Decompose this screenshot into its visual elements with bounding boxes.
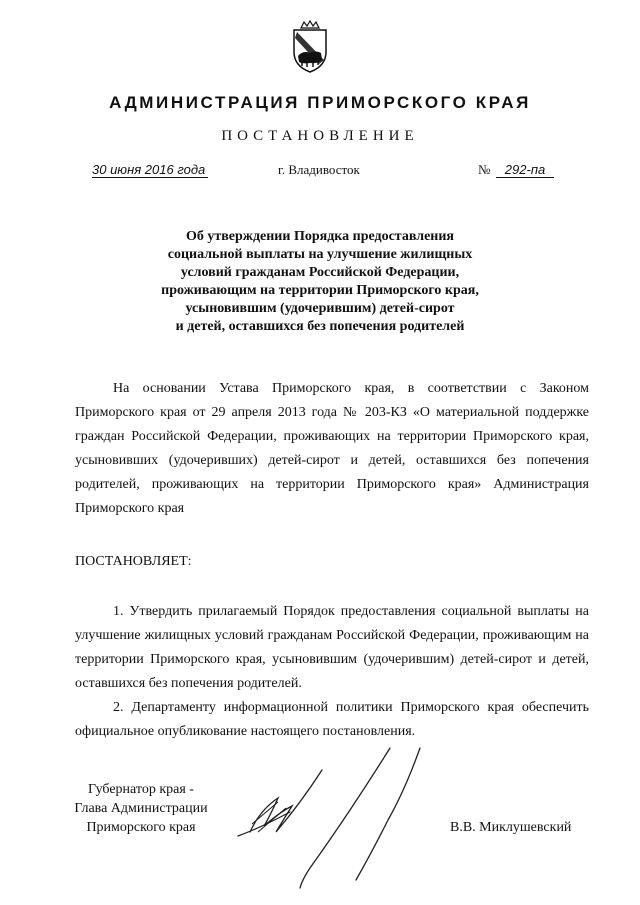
signatory-position (62, 780, 220, 837)
title-line: социальной выплаты на улучшение жилищных (167, 247, 473, 262)
coat-of-arms-icon (289, 20, 331, 74)
handwritten-signature (230, 740, 460, 895)
title-line: усыновившим (удочерившим) детей-сирот (185, 301, 455, 316)
signatory-name: В.В. Миклушевский (450, 820, 572, 835)
item-1-paragraph: 1. Утвердить прилагаемый Порядок предоставления социальной выплаты на улучшение жилищных условий гражданам Российской Федерации, проживающим на территории Приморского края, усыновившим (удочерившим) детей-сирот и детей, оставшихся без попечения родителей. (75, 604, 589, 691)
signatory-position-line: Глава Администрации (74, 801, 208, 816)
document-type: ПОСТАНОВЛЕНИЕ (221, 128, 419, 144)
preamble-paragraph: На основании Устава Приморского края, в соответствии с Законом Приморского края от 29 апреля 2013 года № 203-КЗ «О материальной поддержке граждан Российской Федерации, проживающих на территории Приморского края, усыновивших (удочеривших) детей-сирот и детей, оставшихся без попечения родителей, проживающих на территории Приморского края» Администрация Приморского края (75, 381, 589, 516)
document-date: 30 июня 2016 года (92, 162, 208, 178)
signatory-position-line: Приморского края (86, 820, 196, 835)
item-2-paragraph: 2. Департаменту информационной политики Приморского края обеспечить официальное опубликование настоящего постановления. (75, 700, 589, 739)
document-city: г. Владивосток (278, 162, 360, 177)
document-number: 292-па (496, 162, 554, 178)
organization-title: АДМИНИСТРАЦИЯ ПРИМОРСКОГО КРАЯ (109, 93, 531, 112)
document-number-label: № (478, 162, 491, 177)
signatory-position-line: Губернатор края - (88, 782, 194, 797)
title-line: Об утверждении Порядка предоставления (185, 229, 455, 244)
title-line: условий гражданам Российской Федерации, (180, 265, 460, 280)
title-line: и детей, оставшихся без попечения родителей (175, 319, 465, 334)
document-title (100, 228, 540, 336)
title-line: проживающим на территории Приморского края, (161, 283, 479, 298)
decree-word: ПОСТАНОВЛЯЕТ: (75, 554, 192, 569)
